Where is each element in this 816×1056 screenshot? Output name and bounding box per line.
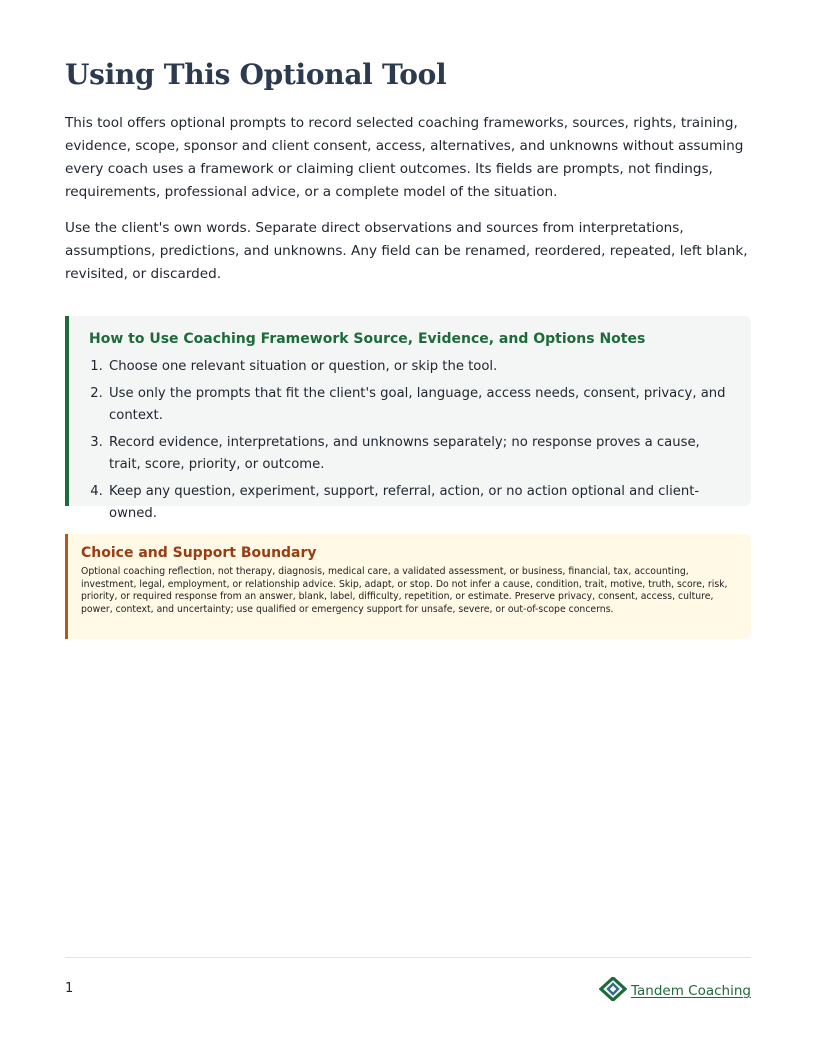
boundary-callout	[65, 534, 751, 639]
diamond-logo-icon	[599, 977, 627, 1005]
footer-divider	[65, 957, 751, 958]
how-to-use-panel	[65, 316, 751, 521]
step-item: 2. Use only the prompts that fit the client's goal, language, access needs, consent, privacy, and context.	[107, 383, 731, 427]
how-to-steps	[89, 356, 731, 525]
how-to-heading: How to Use Coaching Framework Source, Evidence, and Options Notes	[89, 331, 646, 347]
brand-logo	[599, 977, 751, 1005]
step-item: 3. Record evidence, interpretations, and unknowns separately; no response proves a cause, trait, score, priority, or outcome.	[107, 432, 731, 476]
boundary-text: Optional coaching reflection, not therapy, diagnosis, medical care, a validated assessment, or business, financial, tax, accounting, investment, legal, employment, or relationship advice. Skip, adapt, or stop. Do not infer a cause, condition, trait, motive, truth, score, risk, priority, or required response from an answer, blank, label, difficulty, repetition, or estimate. Preserve privacy, consent, access, culture, power, context, and uncertainty; use qualified or emergency support for unsafe, severe, or out-of-scope concerns.	[81, 566, 728, 615]
boundary-heading: Choice and Support Boundary	[81, 545, 317, 561]
page-title: Using This Optional Tool	[65, 58, 447, 91]
step-item: 4. Keep any question, experiment, support, referral, action, or no action optional and client-owned.	[107, 481, 731, 525]
step-item: 1. Choose one relevant situation or question, or skip the tool.	[107, 356, 731, 378]
page-number: 1	[65, 981, 74, 996]
intro-paragraph-guidance: Use the client's own words. Separate direct observations and sources from interpretations, assumptions, predictions, and unknowns. Any field can be renamed, reordered, repeated, left blank, revisited, or discarded.	[65, 220, 748, 282]
intro-paragraph: This tool offers optional prompts to record selected coaching frameworks, sources, rights, training, evidence, scope, sponsor and client consent, access, alternatives, and unknowns without assuming every coach uses a framework or claiming client outcomes. Its fields are prompts, not findings, requirements, professional advice, or a complete model of the situation.	[65, 115, 744, 200]
brand-name: Tandem Coaching	[631, 983, 751, 999]
